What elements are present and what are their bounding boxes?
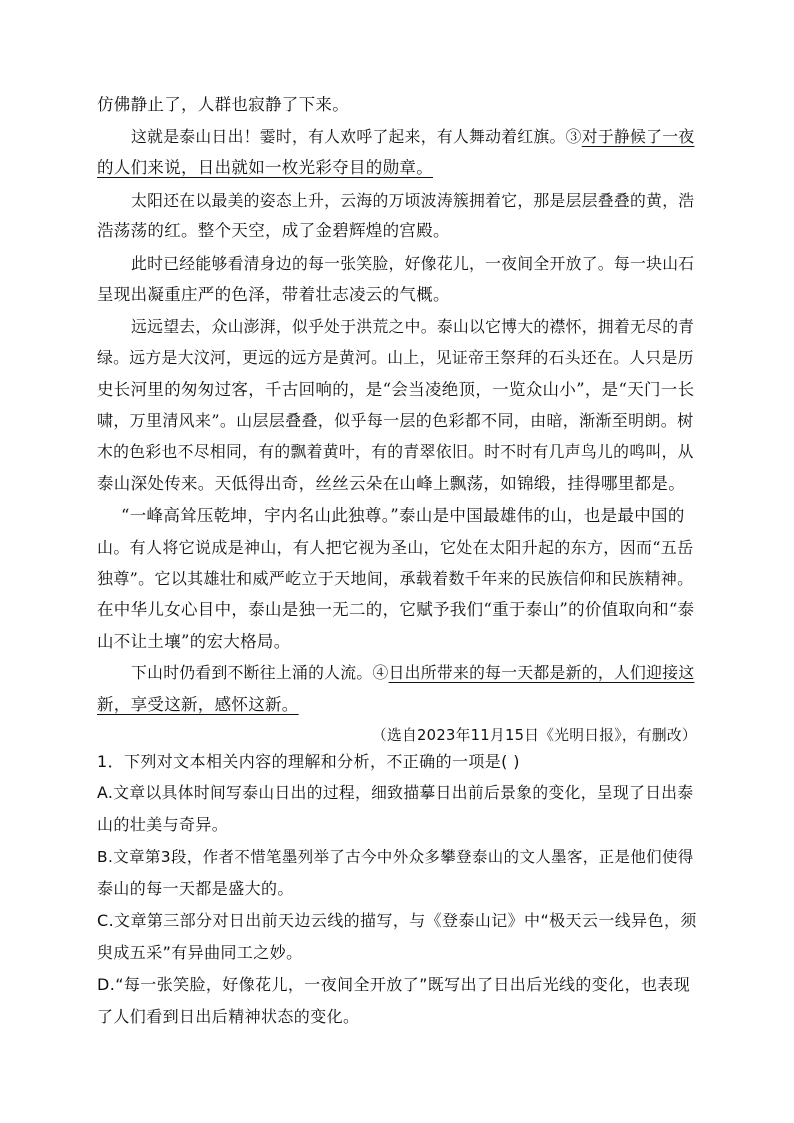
paragraph-line: 太阳还在以最美的姿态上升，云海的万顷波涛簇拥着它，那是层层叠叠的黄，浩 bbox=[131, 191, 695, 210]
sentence-marker-3: ③ bbox=[565, 127, 582, 146]
paragraph-line: 绿。远方是大汶河，更远的远方是黄河。山上，见证帝王祭拜的石头还在。人只是历 bbox=[97, 348, 694, 367]
option-a-cont: 山的壮美与奇异。 bbox=[97, 815, 229, 834]
paragraph-line: 史长河里的匆匆过客，千古回响的，是“会当凌绝顶，一览众山小”，是“天门一长 bbox=[97, 380, 695, 399]
underlined-sentence-4-cont: 新，享受这新，感怀这新。 bbox=[97, 695, 299, 714]
underlined-sentence-3: 对于静候了一夜 bbox=[581, 127, 695, 146]
paragraph-line: 泰山深处传来。天低得出奇，丝丝云朵在山峰上飘荡，如锦缎，挂得哪里都是。 bbox=[97, 474, 685, 493]
paragraph-line: 呈现出凝重庄严的色泽，带着壮志凌云的气概。 bbox=[97, 285, 450, 304]
paragraph-line: 啸，万里清风来”。山层层叠叠，似乎每一层的色彩都不同，由暗，渐渐至明朗。树 bbox=[97, 411, 694, 430]
option-b-cont: 泰山的每一天都是盛大的。 bbox=[97, 879, 294, 898]
underlined-sentence-4: 日出所带来的每一天都是新的，人们迎接这 bbox=[388, 663, 695, 682]
option-a: A.文章以具体时间写泰山日出的过程，细致描摹日出前后景象的变化，呈现了日出泰 bbox=[97, 783, 694, 802]
paragraph-line: 仿佛静止了，人群也寂静了下来。 bbox=[97, 95, 349, 114]
paragraph-line: “一峰高耸压乾坤，宇内名山此独尊。”泰山是中国最雄伟的山，也是最中国的 bbox=[121, 506, 685, 525]
option-c: C.文章第三部分对日出前天边云线的描写，与《登泰山记》中“极天云一线异色，须 bbox=[97, 911, 697, 930]
option-d: D.“每一张笑脸，好像花儿，一夜间全开放了”既写出了日出后光线的变化，也表现 bbox=[97, 975, 691, 994]
paragraph-line bbox=[131, 662, 694, 684]
paragraph-line: 此时已经能够看清身边的每一张笑脸，好像花儿，一夜间全开放了。每一块山石 bbox=[131, 254, 695, 273]
option-b: B.文章第3段，作者不惜笔墨列举了古今中外众多攀登泰山的文人墨客，正是他们使得 bbox=[97, 848, 694, 866]
underlined-sentence-3-cont: 的人们来说，日出就如一枚光彩夺目的勋章。 bbox=[97, 158, 433, 177]
paragraph-line bbox=[97, 694, 299, 716]
paragraph-line: 在中华儿女心目中，泰山是独一无二的，它赋予我们“重于泰山”的价值取向和“泰 bbox=[97, 600, 695, 619]
paragraph-line bbox=[97, 157, 433, 179]
paragraph-line bbox=[131, 126, 694, 148]
sentence-marker-4: ④ bbox=[372, 663, 389, 682]
question-stem: 1．下列对文本相关内容的理解和分析，不正确的一项是( ) bbox=[97, 752, 520, 771]
paragraph-line: 浩荡荡的红。整个天空，成了金碧辉煌的宫殿。 bbox=[97, 221, 450, 240]
paragraph-line: 山不让土壤”的宏大格局。 bbox=[97, 632, 291, 651]
paragraph-line: 山。有人将它说成是神山，有人把它视为圣山，它处在太阳升起的东方，因而“五岳 bbox=[97, 538, 694, 557]
article-source: （选自2023年11月15日《光明日报》，有删改） bbox=[372, 727, 697, 744]
paragraph-line: 远远望去，众山澎湃，似乎处于洪荒之中。泰山以它博大的襟怀，拥着无尽的青 bbox=[131, 317, 695, 336]
option-c-cont: 臾成五采”有异曲同工之妙。 bbox=[97, 943, 303, 962]
paragraph-text: 这就是泰山日出！霎时，有人欢呼了起来，有人舞动着红旗。 bbox=[131, 127, 566, 146]
paragraph-text: 下山时仍看到不断往上涌的人流。 bbox=[131, 663, 373, 682]
paragraph-line: 独尊”。它以其雄壮和威严屹立于天地间，承载着数千年来的民族信仰和民族精神。 bbox=[97, 569, 694, 588]
paragraph-line: 木的色彩也不尽相同，有的飘着黄叶，有的青翠依旧。时不时有几声鸟儿的鸣叫，从 bbox=[97, 442, 694, 461]
option-d-cont: 了人们看到日出后精神状态的变化。 bbox=[97, 1007, 360, 1026]
